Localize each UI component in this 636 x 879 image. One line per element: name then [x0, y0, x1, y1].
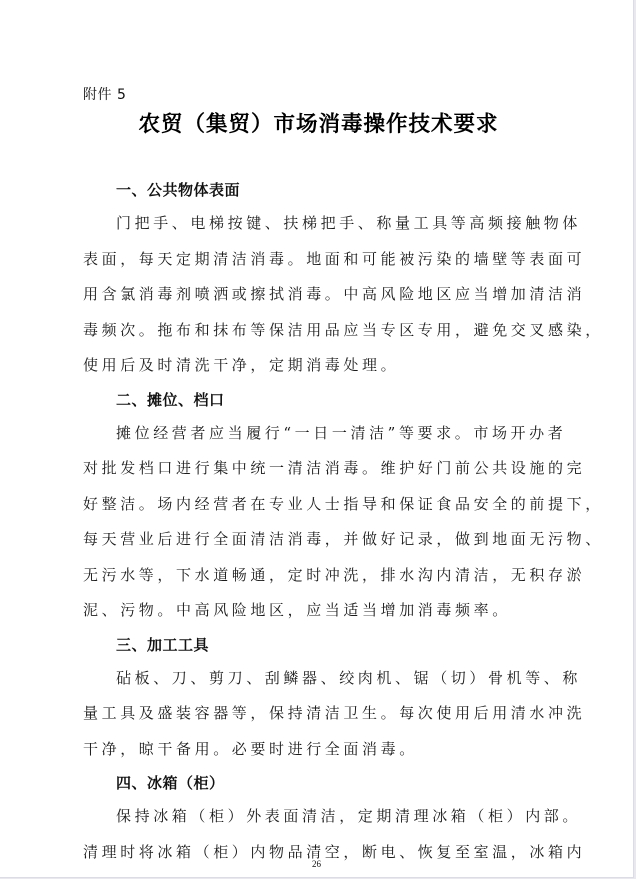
- section-stalls: [83, 384, 604, 629]
- section-heading: 二、摊位、档口: [116, 390, 225, 409]
- text-line: 量工具及盛装容器等，保持清洁卫生。每次使用后用清水冲洗: [83, 704, 586, 722]
- text-line: 泥、污物。中高风险地区，应当适当增加消毒频率。: [83, 601, 511, 619]
- section-paragraph: [83, 206, 604, 384]
- text-line: 用含氯消毒剂喷洒或擦拭消毒。中高风险地区应当增加清洁消: [83, 285, 586, 303]
- attachment-label: 附件 5: [83, 87, 127, 103]
- text-line: 使用后及时清洗干净，定期消毒处理。: [83, 356, 400, 374]
- section-heading: 四、冰箱（柜）: [116, 774, 225, 792]
- section-refrigerators: [83, 767, 586, 870]
- text-line: 干净，晾干备用。必要时进行全面消毒。: [83, 739, 418, 758]
- text-line: 表面，每天定期清洁消毒。地面和可能被污染的墙壁等表面可: [83, 249, 586, 268]
- section-public-surfaces: [83, 174, 604, 384]
- page-number: 26: [312, 859, 321, 869]
- text-line: 无污水等，下水道畅通，定时冲洗，排水沟内清洁，无积存淤: [83, 565, 586, 584]
- document-title: 农贸（集贸）市场消毒操作技术要求: [138, 112, 499, 137]
- text-line: 每天营业后进行全面清洁消毒，并做好记录，做到地面无污物、: [83, 530, 604, 548]
- text-line: 砧板、刀、剪刀、刮鳞器、绞肉机、锯（切）骨机等、称: [116, 668, 582, 687]
- text-line: 摊位经营者应当履行“一日一清洁”等要求。市场开办者: [116, 423, 567, 442]
- text-line: 清理时将冰箱（柜）内物品清空，断电、恢复至室温，冰箱内: [83, 842, 586, 861]
- text-line: 门把手、电梯按键、扶梯把手、称量工具等高频接触物体: [116, 214, 582, 232]
- section-paragraph: [83, 661, 586, 768]
- section-processing-tools: [83, 629, 586, 768]
- section-paragraph: [83, 416, 604, 629]
- text-line: 保持冰箱（柜）外表面清洁，定期清理冰箱（柜）内部。: [116, 807, 582, 825]
- text-line: 对批发档口进行集中统一清洁消毒。维护好门前公共设施的完: [83, 459, 586, 477]
- section-heading: 三、加工工具: [116, 635, 210, 654]
- text-line: 好整洁。场内经营者在专业人士指导和保证食品安全的前提下，: [83, 494, 604, 513]
- document-body: [83, 174, 604, 870]
- text-line: 毒频次。拖布和抹布等保洁用品应当专区专用，避免交叉感染，: [83, 320, 604, 339]
- section-heading: 一、公共物体表面: [116, 181, 241, 199]
